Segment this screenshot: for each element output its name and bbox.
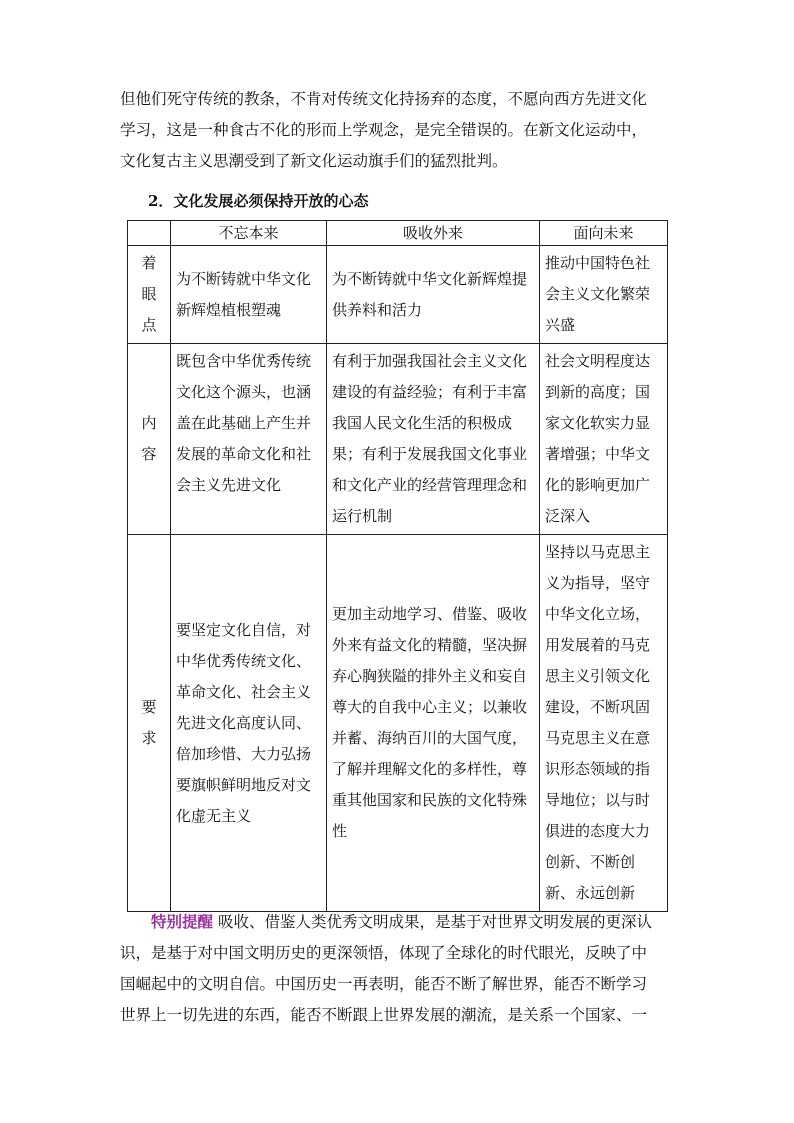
- table-row: [128, 535, 668, 912]
- row-label-cell: [128, 344, 171, 535]
- table-cell: 有利于加强我国社会主义文化建设的有益经验；有利于丰富我国人民文化生活的积极成果；有利于发展我国文化事业和文化产业的经营管理理念和运行机制: [327, 344, 540, 535]
- note-paragraph: [120, 906, 680, 1031]
- intro-paragraph: [120, 84, 680, 177]
- table-cell: 为不断铸就中华文化新辉煌提供养料和活力: [327, 246, 540, 344]
- intro-line: 文化复古主义思潮受到了新文化运动旗手们的猛烈批判。: [120, 152, 508, 170]
- table-cell: 既包含中华优秀传统文化这个源头，也涵盖在此基础上产生并发展的革命文化和社会主义先进文化: [171, 344, 327, 535]
- intro-line: 但他们死守传统的教条，不肯对传统文化持扬弃的态度，不愿向西方先进文化: [120, 90, 648, 108]
- table-row: [128, 344, 668, 535]
- table-row: [128, 246, 668, 344]
- row-label: 着眼点: [141, 254, 157, 334]
- column-header: 不忘本来: [171, 221, 327, 246]
- note-text: 吸收、借鉴人类优秀文明成果，是基于对世界文明发展的更深认: [217, 913, 652, 931]
- note-line: 识，是基于对中国文明历史的更深领悟，体现了全球化的时代眼光，反映了中: [120, 944, 648, 962]
- row-label: 内容: [141, 414, 157, 463]
- comparison-table: [127, 220, 668, 912]
- table-cell: 推动中国特色社会主义文化繁荣兴盛: [540, 246, 668, 344]
- table-cell: 社会文明程度达到新的高度；国家文化软实力显著增强；中华文化的影响更加广泛深入: [540, 344, 668, 535]
- table-cell: 坚持以马克思主义为指导，坚守中华文化立场，用发展着的马克思主义引领文化建设，不断巩固马克思主义在意识形态领域的指导地位；以与时俱进的态度大力创新、不断创新、永远创新: [540, 535, 668, 912]
- note-label: 特别提醒: [151, 912, 214, 931]
- corner-cell: [128, 221, 171, 246]
- table-cell: 为不断铸就中华文化新辉煌植根塑魂: [171, 246, 327, 344]
- note-line: 国崛起中的文明自信。中国历史一再表明，能否不断了解世界，能否不断学习: [120, 975, 648, 993]
- table-header-row: [128, 221, 668, 246]
- note-line: 世界上一切先进的东西，能否不断跟上世界发展的潮流，是关系一个国家、一: [120, 1006, 648, 1024]
- section-heading: 2．文化发展必须保持开放的心态: [148, 192, 369, 210]
- row-label: 要求: [141, 698, 157, 747]
- row-label-cell: [128, 535, 171, 912]
- column-header: 面向未来: [540, 221, 668, 246]
- intro-line: 学习，这是一种食古不化的形而上学观念，是完全错误的。在新文化运动中，: [120, 121, 648, 139]
- column-header: 吸收外来: [327, 221, 540, 246]
- table-cell: 要坚定文化自信，对中华优秀传统文化、革命文化、社会主义先进文化高度认同、倍加珍惜、大力弘扬要旗帜鲜明地反对文化虚无主义: [171, 535, 327, 912]
- row-label-cell: [128, 246, 171, 344]
- note-line: [120, 906, 680, 938]
- table-cell: 更加主动地学习、借鉴、吸收外来有益文化的精髓，坚决摒弃心胸狭隘的排外主义和妄自尊大的自我中心主义；以兼收并蓄、海纳百川的大国气度，了解并理解文化的多样性，尊重其他国家和民族的文化特殊性: [327, 535, 540, 912]
